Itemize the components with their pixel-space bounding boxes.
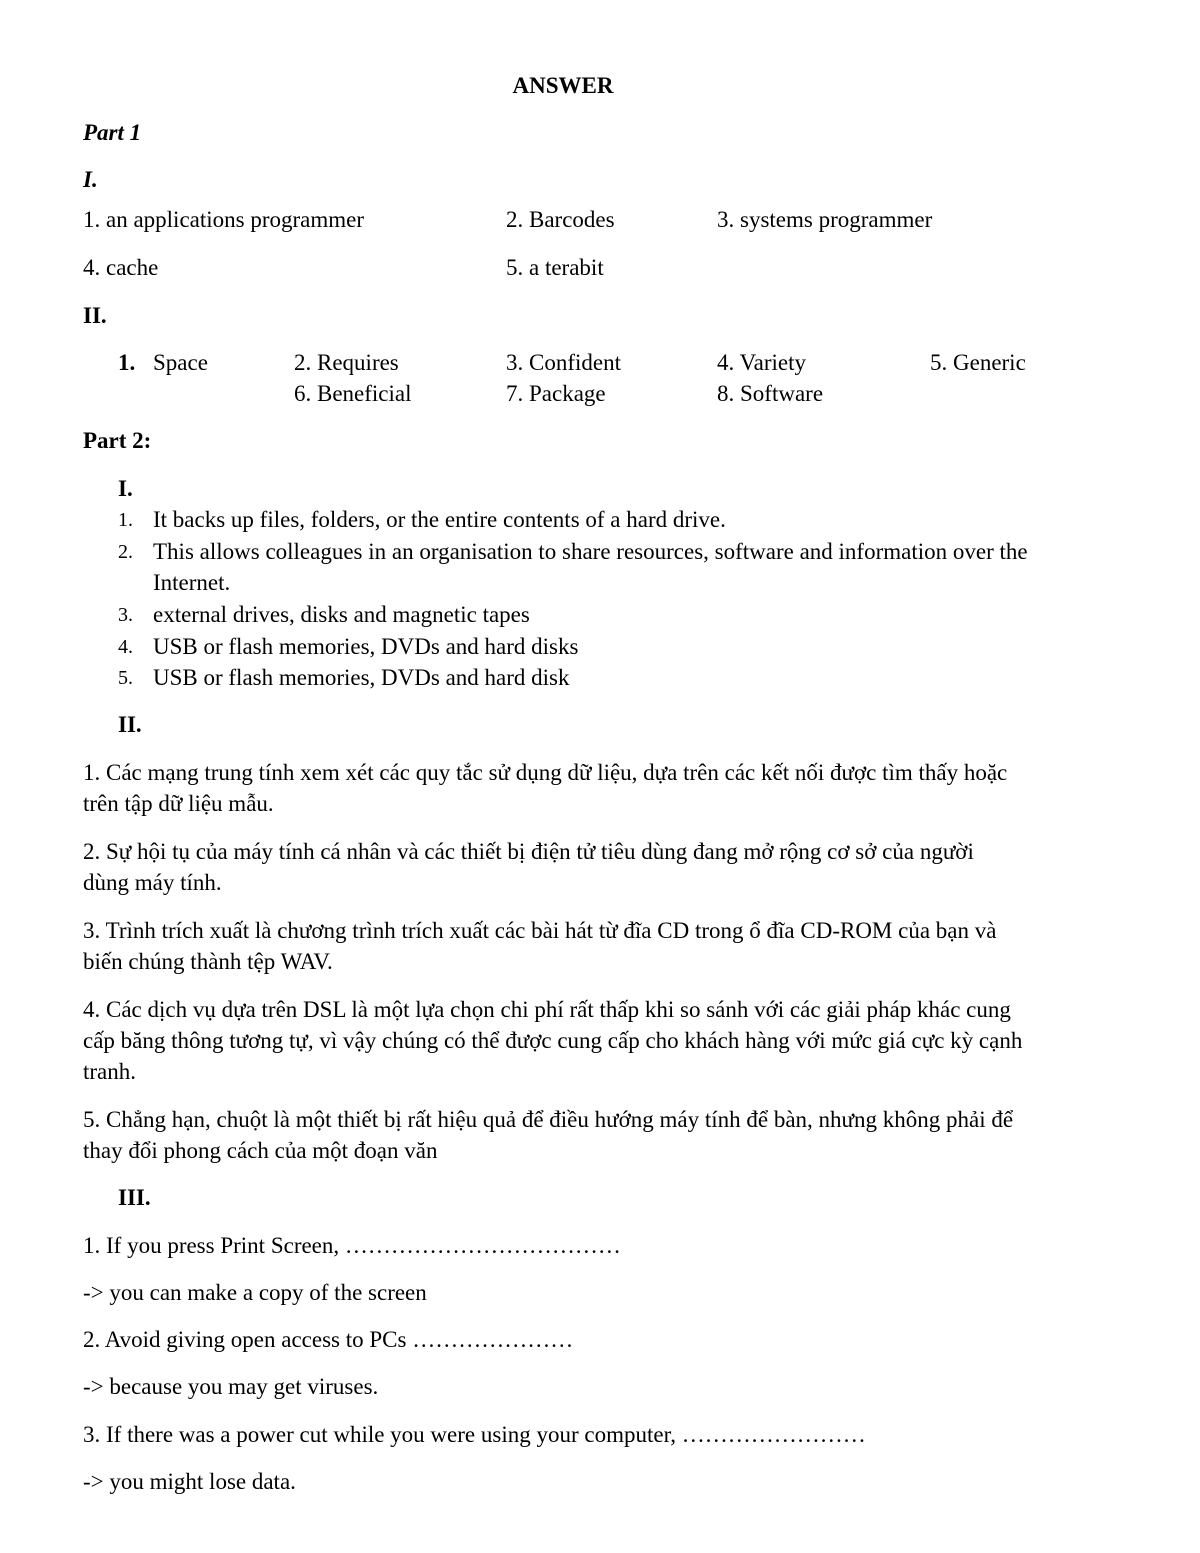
part1-sec2-item: 8. Software <box>717 381 824 406</box>
part2-sec3-heading: III. <box>118 1185 151 1210</box>
part1-sec2-item: 5. Generic <box>930 350 1026 375</box>
paragraph-line: biến chúng thành tệp WAV. <box>83 949 333 974</box>
part1-sec1-item: 1. an applications programmer <box>83 207 365 232</box>
part1-sec1-item: 2. Barcodes <box>506 207 615 232</box>
part1-sec1-heading: I. <box>83 167 98 192</box>
list-item-number: 5. <box>118 667 133 689</box>
part2-sec1-heading: I. <box>118 476 133 501</box>
part1-sec1-item: 3. systems programmer <box>717 207 933 232</box>
list-item: It backs up files, folders, or the entire contents of a hard drive. <box>153 507 726 532</box>
list-item: This allows colleagues in an organisation to share resources, software and information over the <box>153 539 1028 564</box>
part2-heading: Part 2: <box>83 428 152 453</box>
part1-sec1-item: 4. cache <box>83 255 159 280</box>
list-item-number: 1. <box>118 509 133 531</box>
list-item-number: 2. <box>118 541 133 563</box>
paragraph-line: 4. Các dịch vụ dựa trên DSL là một lựa chọn chi phí rất thấp khi so sánh với các giải pháp khác cung <box>83 997 1011 1022</box>
list-item: USB or flash memories, DVDs and hard disk <box>153 665 570 690</box>
part1-sec2-item: 6. Beneficial <box>294 381 412 406</box>
part1-sec2-item: 7. Package <box>506 381 606 406</box>
part1-sec2-item: 2. Requires <box>294 350 399 375</box>
list-item: external drives, disks and magnetic tapes <box>153 602 530 627</box>
part1-sec1-item: 5. a terabit <box>506 255 604 280</box>
list-item-number: 3. <box>118 604 133 626</box>
part1-sec2-first-word: Space <box>153 350 208 375</box>
paragraph-line: thay đổi phong cách của một đoạn văn <box>83 1138 438 1163</box>
paragraph-line: dùng máy tính. <box>83 870 222 895</box>
exercise-answer: -> because you may get viruses. <box>83 1374 379 1399</box>
part1-sec2-item: 4. Variety <box>717 350 807 375</box>
part1-heading: Part 1 <box>83 120 142 145</box>
part1-sec2-item: 3. Confident <box>506 350 621 375</box>
part2-sec2-heading: II. <box>118 712 142 737</box>
list-item: USB or flash memories, DVDs and hard disks <box>153 634 579 659</box>
exercise-answer: -> you can make a copy of the screen <box>83 1280 427 1305</box>
paragraph-line: trên tập dữ liệu mẫu. <box>83 791 274 816</box>
exercise-line: 2. Avoid giving open access to PCs ………………… <box>83 1327 574 1352</box>
list-item-continuation: Internet. <box>153 570 231 595</box>
part1-sec2-first-num: 1. <box>118 350 136 375</box>
page-title: ANSWER <box>512 73 614 98</box>
paragraph-line: cấp băng thông tương tự, vì vậy chúng có thể được cung cấp cho khách hàng với mức giá cực kỳ cạnh <box>83 1028 1023 1053</box>
part1-sec2-heading: II. <box>83 303 107 328</box>
list-item-number: 4. <box>118 636 133 658</box>
paragraph-line: 2. Sự hội tụ của máy tính cá nhân và các thiết bị điện tử tiêu dùng đang mở rộng cơ sở của người <box>83 839 974 864</box>
paragraph-line: tranh. <box>83 1059 137 1084</box>
paragraph-line: 1. Các mạng trung tính xem xét các quy tắc sử dụng dữ liệu, dựa trên các kết nối được tìm thấy hoặc <box>83 760 1008 785</box>
exercise-line: 3. If there was a power cut while you were using your computer, …………………… <box>83 1422 866 1447</box>
paragraph-line: 3. Trình trích xuất là chương trình trích xuất các bài hát từ đĩa CD trong ổ đĩa CD-ROM của bạn và <box>83 918 997 943</box>
exercise-line: 1. If you press Print Screen, ……………………………… <box>83 1233 621 1258</box>
exercise-answer: -> you might lose data. <box>83 1469 296 1494</box>
paragraph-line: 5. Chẳng hạn, chuột là một thiết bị rất hiệu quả để điều hướng máy tính để bàn, nhưng không phải để <box>83 1107 1014 1132</box>
